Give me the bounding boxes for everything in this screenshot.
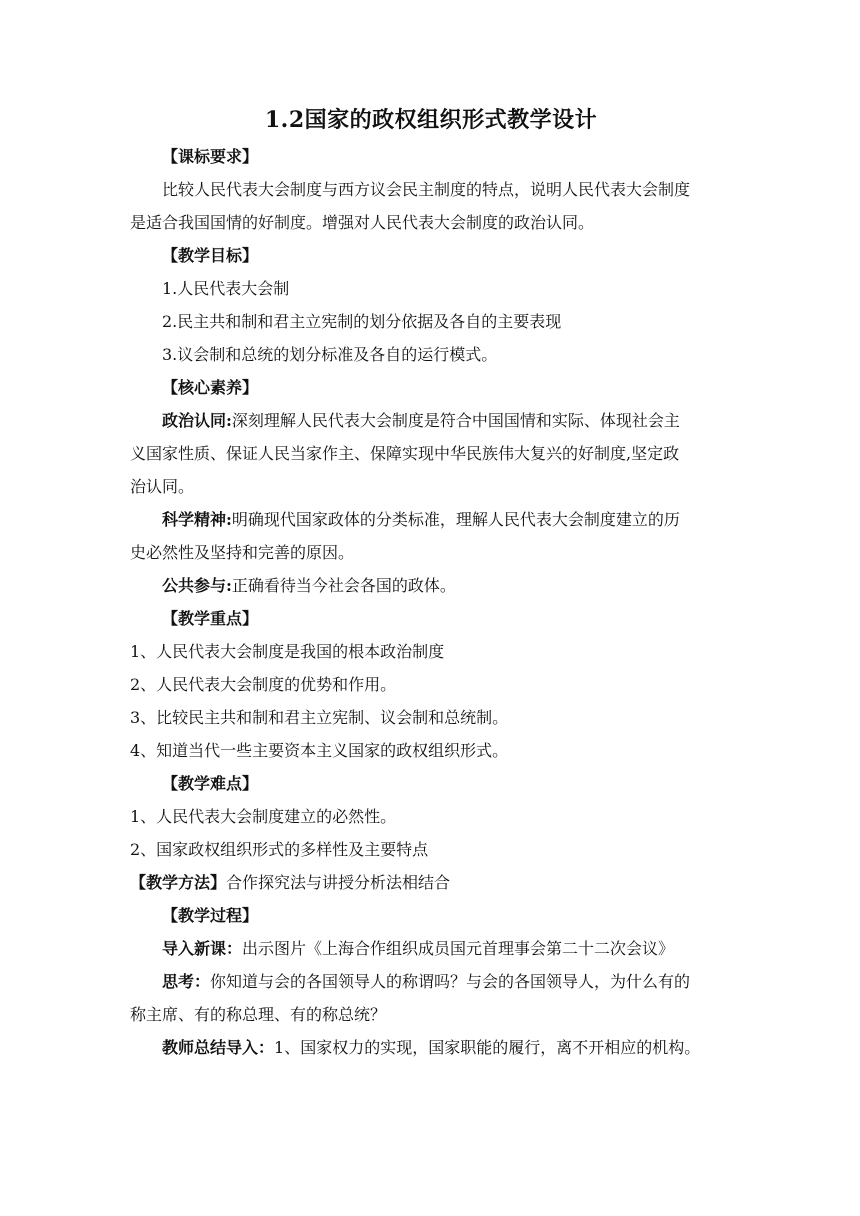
term-text: 明确现代国家政体的分类标准，理解人民代表大会制度建立的历: [231, 510, 680, 529]
list-item: 2、人民代表大会制度的优势和作用。: [130, 675, 397, 694]
paragraph-line: 史必然性及坚持和完善的原因。: [130, 543, 355, 562]
term-label: 公共参与:: [162, 576, 232, 595]
list-item: 2.民主共和制和君主立宪制的划分依据及各自的主要表现: [162, 312, 562, 331]
list-item: 1、人民代表大会制度建立的必然性。: [130, 807, 397, 826]
paragraph-line: [130, 965, 732, 998]
section-heading-kebiao: 【课标要求】: [162, 147, 259, 166]
paragraph-line: [130, 404, 732, 437]
section-heading-guocheng: 【教学过程】: [162, 906, 259, 925]
paragraph-line: [130, 1031, 732, 1064]
paragraph-line: 治认同。: [130, 477, 195, 496]
list-item: 1、人民代表大会制度是我国的根本政治制度: [130, 642, 445, 661]
term-label: 教师总结导入：: [162, 1038, 275, 1057]
paragraph-line: 称主席、有的称总理、有的称总统？: [130, 1005, 387, 1024]
term-label: 科学精神:: [162, 510, 232, 529]
term-text: 正确看待当今社会各国的政体。: [231, 576, 456, 595]
term-text: 1、国家权力的实现，国家职能的履行，离不开相应的机构。: [274, 1038, 701, 1057]
term-text: 深刻理解人民代表大会制度是符合中国国情和实际、体现社会主: [231, 411, 680, 430]
section-heading-zhongdian: 【教学重点】: [162, 609, 259, 628]
document-title: 1.2国家的政权组织形式教学设计: [264, 107, 598, 133]
list-item: 3、比较民主共和制和君主立宪制、议会制和总统制。: [130, 708, 509, 727]
paragraph-line: 是适合我国国情的好制度。增强对人民代表大会制度的政治认同。: [130, 213, 595, 232]
list-item: 2、国家政权组织形式的多样性及主要特点: [130, 840, 429, 859]
paragraph-line: 比较人民代表大会制度与西方议会民主制度的特点，说明人民代表大会制度: [162, 180, 691, 199]
document-page: [130, 100, 732, 1064]
term-label: 政治认同:: [162, 411, 232, 430]
list-item: 3.议会制和总统的划分标准及各自的运行模式。: [162, 345, 498, 364]
section-heading-mubiao: 【教学目标】: [162, 246, 259, 265]
term-label: 导入新课：: [162, 939, 243, 958]
paragraph-line: [130, 866, 732, 899]
paragraph-line: [130, 569, 732, 602]
list-item: 4、知道当代一些主要资本主义国家的政权组织形式。: [130, 741, 509, 760]
section-heading-nandian: 【教学难点】: [162, 774, 259, 793]
section-heading-fangfa: 【教学方法】: [130, 873, 227, 892]
term-text: 出示图片《上海合作组织成员国元首理事会第二十二次会议》: [242, 939, 675, 958]
paragraph-line: [130, 932, 732, 965]
paragraph-line: 义国家性质、保证人民当家作主、保障实现中华民族伟大复兴的好制度,坚定政: [130, 444, 680, 463]
paragraph-line: [130, 503, 732, 536]
section-heading-suyang: 【核心素养】: [162, 378, 259, 397]
term-label: 思考：: [162, 972, 211, 991]
list-item: 1.人民代表大会制: [162, 279, 290, 298]
term-text: 合作探究法与讲授分析法相结合: [226, 873, 451, 892]
term-text: 你知道与会的各国领导人的称谓吗？与会的各国领导人，为什么有的: [210, 972, 691, 991]
